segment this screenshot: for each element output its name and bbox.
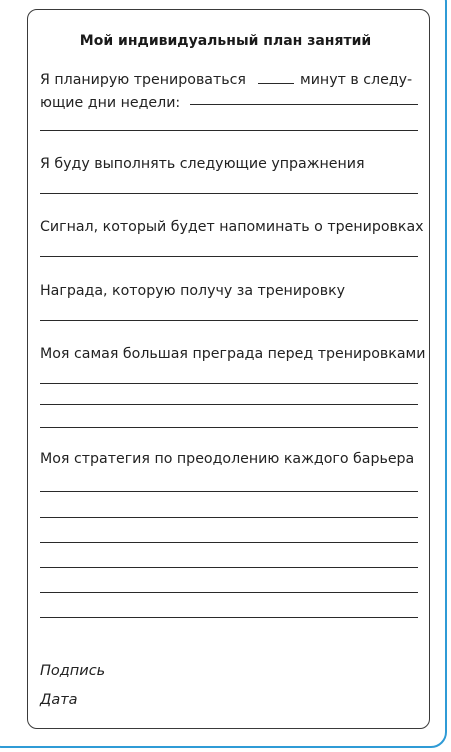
form-title: Мой индивидуальный план занятий — [79, 33, 372, 49]
date-label: Дата — [40, 692, 78, 708]
obstacle-answer-line-1[interactable] — [40, 383, 418, 384]
prompt-reward: Награда, которую получу за тренировку — [40, 283, 346, 299]
strategy-answer-line-3[interactable] — [40, 542, 418, 543]
reward-answer-line[interactable] — [40, 320, 418, 321]
strategy-answer-line-4[interactable] — [40, 567, 418, 568]
minutes-blank-line[interactable] — [258, 83, 294, 84]
prompt-obstacle: Моя самая большая преграда перед тренировками — [40, 346, 426, 362]
strategy-answer-line-2[interactable] — [40, 517, 418, 518]
intro-text-part1: Я планирую тренироваться — [40, 72, 246, 88]
strategy-answer-line-1[interactable] — [40, 491, 418, 492]
obstacle-answer-line-3[interactable] — [40, 427, 418, 428]
days-answer-line[interactable] — [40, 130, 418, 131]
obstacle-answer-line-2[interactable] — [40, 404, 418, 405]
prompt-signal: Сигнал, который будет напоминать о тренировках — [40, 219, 424, 235]
signal-answer-line[interactable] — [40, 256, 418, 257]
signature-label: Подпись — [40, 663, 106, 679]
intro-text-line2: ющие дни недели: — [40, 95, 181, 111]
intro-text-part2: минут в следу- — [300, 72, 413, 88]
prompt-exercises: Я буду выполнять следующие упражнения — [40, 156, 365, 172]
exercises-answer-line[interactable] — [40, 193, 418, 194]
plan-card — [27, 9, 430, 729]
prompt-strategy: Моя стратегия по преодолению каждого барьера — [40, 451, 415, 467]
strategy-answer-line-5[interactable] — [40, 592, 418, 593]
days-blank-line[interactable] — [190, 104, 418, 105]
strategy-answer-line-6[interactable] — [40, 617, 418, 618]
